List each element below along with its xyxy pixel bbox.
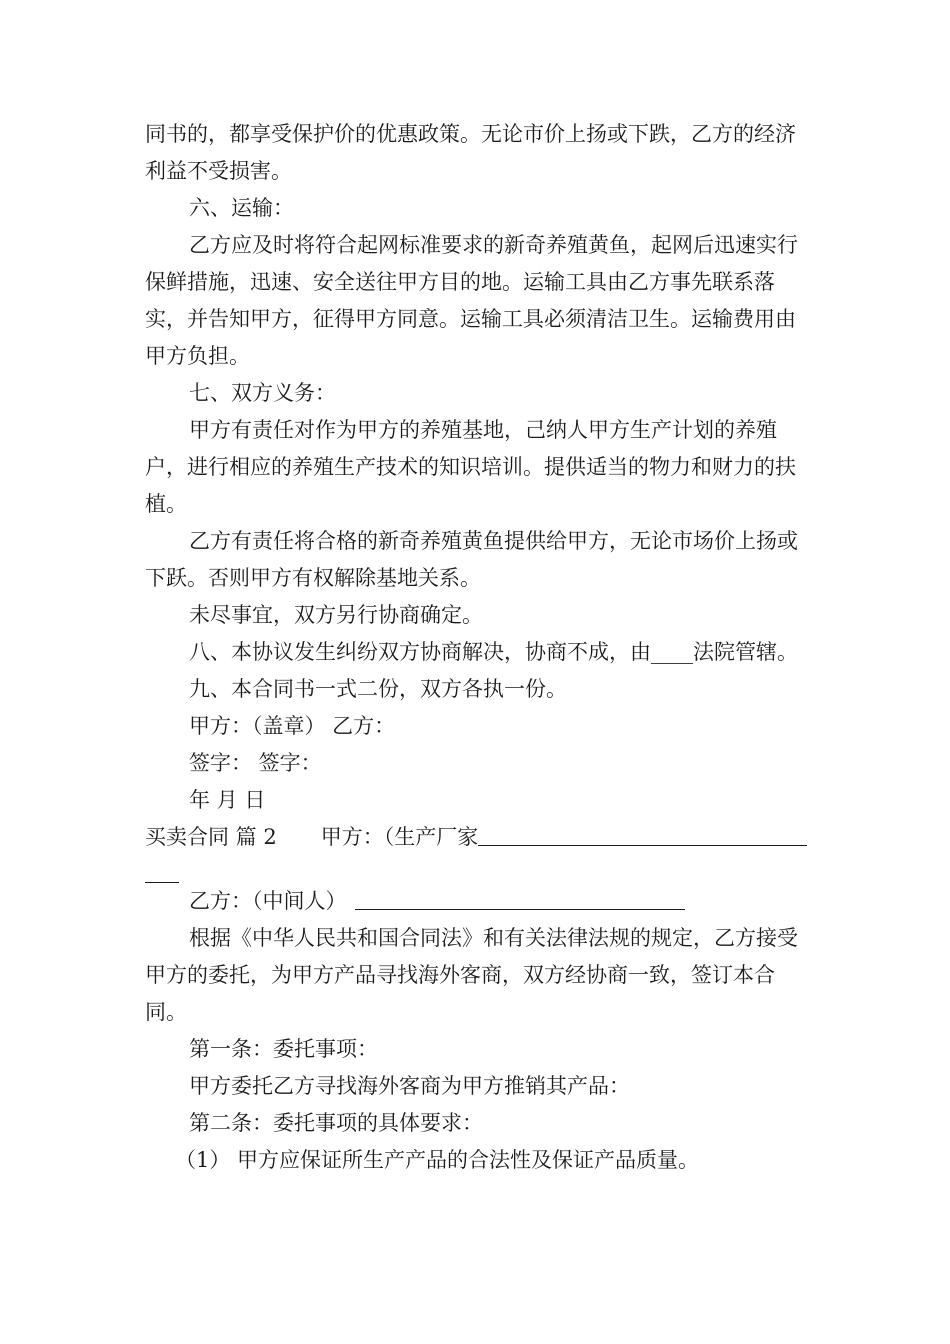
section-heading-transport: 六、运输：	[189, 196, 294, 220]
date-line: 年 月 日	[189, 788, 266, 812]
paragraph: 甲方有责任对作为甲方的养殖基地，己纳人甲方生产计划的养殖户，进行相应的养殖生产技术的知识培训。提供适当的物力和财力的扶植。	[145, 418, 796, 516]
paragraph: 九、本合同书一式二份，双方各执一份。	[189, 677, 567, 701]
paragraph: 甲方委托乙方寻找海外客商为甲方推销其产品：	[189, 1074, 630, 1098]
dispute-text-end: 法院管辖。	[693, 640, 798, 664]
article-heading: 第一条：委托事项：	[189, 1037, 378, 1061]
dispute-clause	[145, 634, 807, 671]
party-a-blank-continued	[145, 856, 807, 883]
signature-line-parties: 甲方：（盖章） 乙方：	[189, 714, 396, 738]
party-a-blank	[478, 819, 807, 846]
party-b-label: 乙方：（中间人）	[189, 889, 347, 913]
paragraph: 乙方有责任将合格的新奇养殖黄鱼提供给甲方，无论市场价上扬或下跃。否则甲方有权解除基地关系。	[145, 529, 798, 590]
article-heading: 第二条：委托事项的具体要求：	[189, 1111, 483, 1135]
signature-line-sign: 签字： 签字：	[189, 751, 322, 775]
list-item: （1） 甲方应保证所生产产品的合法性及保证产品质量。	[175, 1148, 700, 1172]
contract-2-header	[145, 819, 807, 856]
party-b-line	[145, 883, 807, 920]
party-a-label: 甲方：（生产厂家	[320, 825, 479, 849]
paragraph: 根据《中华人民共和国合同法》和有关法律法规的规定，乙方接受甲方的委托，为甲方产品寻找海外客商，双方经协商一致，签订本合同。	[145, 926, 798, 1024]
paragraph: 同书的，都享受保护价的优惠政策。无论市价上扬或下跌，乙方的经济利益不受损害。	[145, 122, 796, 183]
document-page	[145, 116, 807, 1179]
paragraph: 未尽事宜，双方另行协商确定。	[189, 603, 483, 627]
paragraph: 乙方应及时将符合起网标准要求的新奇养殖黄鱼，起网后迅速实行保鲜措施，迅速、安全送往甲方目的地。运输工具由乙方事先联系落实，并告知甲方，征得甲方同意。运输工具必须清洁卫生。运输费用由甲方负担。	[145, 233, 798, 368]
section-heading-obligations: 七、双方义务：	[189, 381, 336, 405]
dispute-text: 八、本协议发生纠纷双方协商解决，协商不成，由	[189, 640, 651, 664]
party-b-blank	[355, 883, 685, 910]
court-blank: ____	[651, 640, 693, 664]
section-title: 买卖合同 篇 2	[145, 825, 277, 849]
